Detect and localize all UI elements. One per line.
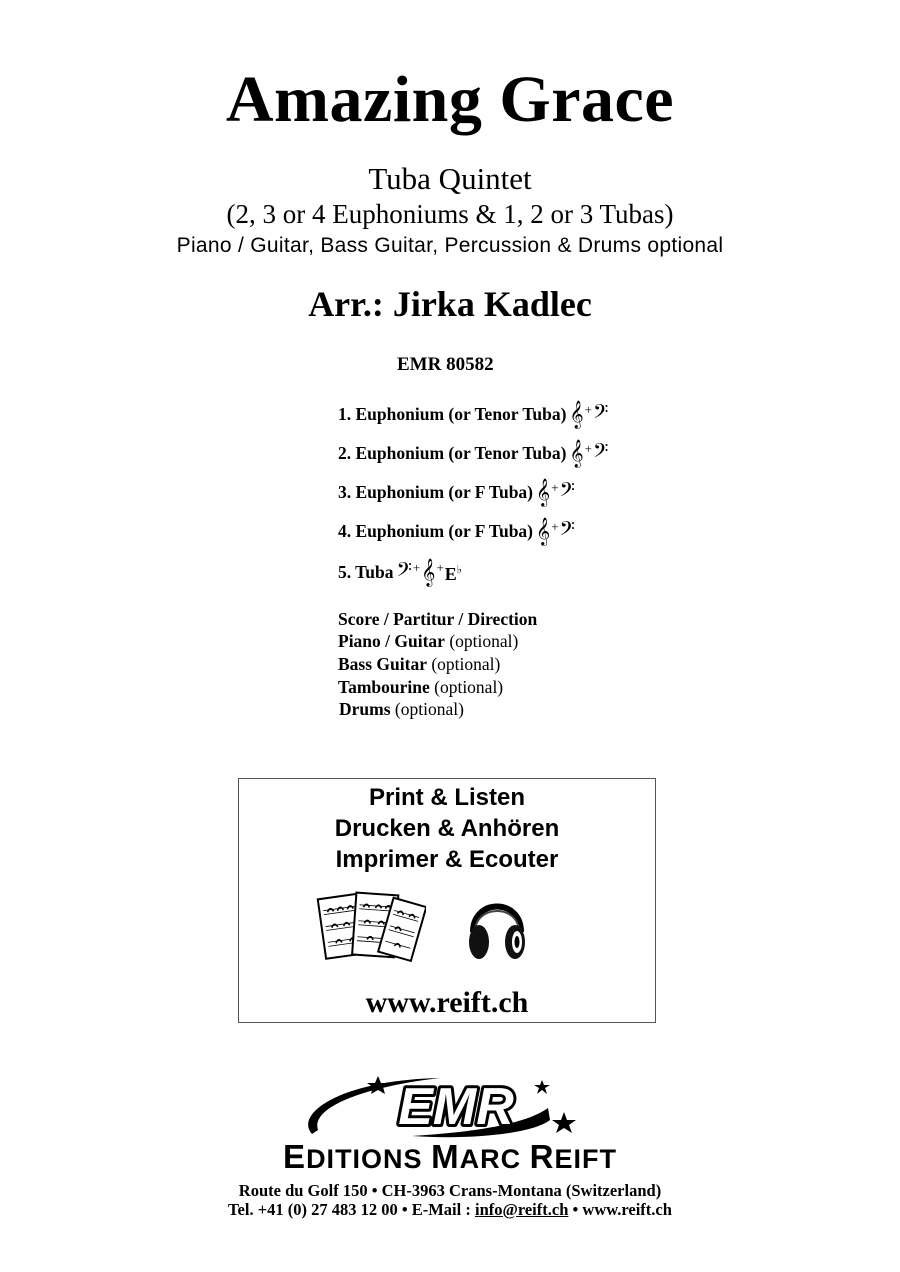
- contact-line: Tel. +41 (0) 27 483 12 00 • E-Mail : info@reift.ch • www.reift.ch: [228, 1200, 672, 1219]
- emr-logo: [300, 1072, 600, 1142]
- extra-score: Score / Partitur / Direction: [338, 609, 538, 629]
- instrumentation: (2, 3 or 4 Euphoniums & 1, 2 or 3 Tubas): [226, 199, 674, 229]
- part-1: [338, 402, 608, 426]
- part-2-label: 2. Euphonium (or Tenor Tuba): [338, 443, 567, 463]
- extra-tambourine: Tambourine (optional): [338, 677, 504, 697]
- print-listen-de: Drucken & Anhören: [334, 815, 560, 842]
- part-1-label: 1. Euphonium (or Tenor Tuba): [338, 404, 567, 424]
- emr-logo-text: EMR: [398, 1078, 514, 1136]
- extra-drums: Drums (optional): [339, 699, 464, 719]
- part-3: [338, 480, 575, 504]
- extra-piano-guitar: Piano / Guitar (optional): [338, 631, 519, 651]
- print-listen-fr: Imprimer & Ecouter: [335, 846, 559, 873]
- print-listen-en: Print & Listen: [368, 784, 525, 811]
- part-5-label: 5. Tuba: [338, 562, 394, 582]
- part-5: [338, 558, 462, 586]
- treble-bass-clef-icon: 𝄞 + 𝄢: [536, 478, 575, 506]
- arranger: Arr.: Jirka Kadlec: [308, 284, 592, 324]
- optional-instruments-line: Piano / Guitar, Bass Guitar, Percussion & Drums optional: [176, 234, 724, 257]
- email-link[interactable]: info@reift.ch: [474, 1200, 569, 1219]
- headphones-icon: [465, 892, 529, 964]
- treble-bass-clef-icon: 𝄞 + 𝄢: [569, 400, 609, 428]
- part-4-label: 4. Euphonium (or F Tuba): [338, 521, 534, 541]
- part-4: [338, 519, 575, 543]
- subtitle: Tuba Quintet: [368, 161, 532, 196]
- title: Amazing Grace: [225, 63, 675, 136]
- sheet-music-icon: [314, 888, 426, 970]
- address-line: Route du Golf 150 • CH-3963 Crans-Montana (Switzerland): [238, 1181, 662, 1200]
- part-3-label: 3. Euphonium (or F Tuba): [338, 482, 534, 502]
- part-2: [338, 441, 608, 465]
- treble-bass-clef-icon: 𝄞 + 𝄢: [569, 439, 609, 467]
- extra-bass-guitar: Bass Guitar (optional): [338, 654, 501, 674]
- bass-treble-eflat-clef-icon: 𝄢 + 𝄞 + E♭: [396, 558, 462, 586]
- print-listen-website[interactable]: www.reift.ch: [365, 986, 529, 1019]
- publisher-name: EDITIONS MARC REIFT: [283, 1138, 617, 1175]
- treble-bass-clef-icon: 𝄞 + 𝄢: [536, 517, 575, 545]
- catalog-number: EMR 80582: [397, 354, 494, 375]
